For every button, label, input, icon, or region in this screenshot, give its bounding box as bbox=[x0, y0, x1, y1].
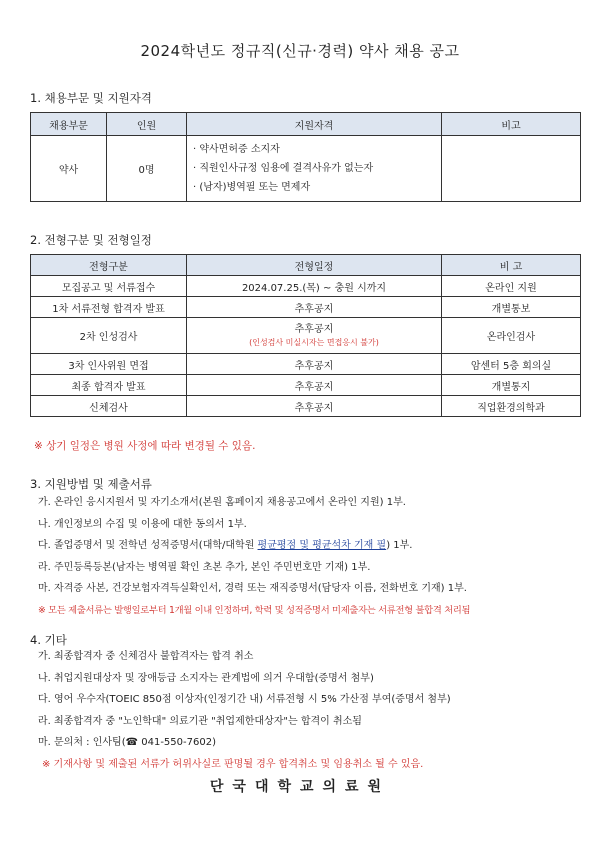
list-item: 라. 최종합격자 중 "노인학대" 의료기관 "취업제한대상자"는 합격이 취소됨 bbox=[38, 715, 362, 727]
cell-count: 0명 bbox=[107, 136, 187, 202]
schedule-table bbox=[30, 254, 581, 417]
list-item: 라. 주민등록등본(남자는 병역필 확인 초본 추가, 본인 주민번호만 기재) 1부. bbox=[38, 561, 371, 573]
other-note: ※ 기재사항 및 제출된 서류가 허위사실로 판명될 경우 합격취소 및 임용취소 될 수 있음. bbox=[42, 758, 424, 770]
remark-cell: 개별통지 bbox=[442, 375, 581, 396]
remark-cell: 암센터 5층 회의실 bbox=[442, 354, 581, 375]
cell-note bbox=[442, 136, 581, 202]
qualification-item: · 직원인사규정 임용에 결격사유가 없는자 bbox=[193, 163, 374, 174]
remark-cell: 직업환경의학과 bbox=[442, 396, 581, 417]
documents-note: ※ 모든 제출서류는 발행일로부터 1개월 이내 인정하며, 학력 및 성적증명서 미제출자는 서류전형 불합격 처리됨 bbox=[38, 604, 471, 616]
stage-cell: 신체검사 bbox=[31, 396, 187, 417]
list-item: 나. 취업지원대상자 및 장애등급 소지자는 관계법에 의거 우대함(증명서 첨부) bbox=[38, 672, 374, 684]
list-item: 마. 문의처 : 인사팀(☎ 041-550-7602) bbox=[38, 737, 216, 748]
header-schedule: 전형일정 bbox=[187, 255, 442, 276]
section2-heading: 2. 전형구분 및 전형일정 bbox=[30, 233, 152, 247]
list-item: 가. 최종합격자 중 신체검사 불합격자는 합격 취소 bbox=[38, 651, 254, 662]
header-stage: 전형구분 bbox=[31, 255, 187, 276]
cell-qualifications bbox=[187, 136, 442, 202]
list-item bbox=[38, 535, 470, 557]
stage-cell: 2차 인성검사 bbox=[31, 318, 187, 354]
schedule-cell bbox=[187, 318, 442, 354]
header-count: 인원 bbox=[107, 113, 187, 136]
section4-heading: 4. 기타 bbox=[30, 633, 67, 647]
schedule-cell: 추후공지 bbox=[187, 396, 442, 417]
list-item: 나. 개인정보의 수집 및 이용에 대한 동의서 1부. bbox=[38, 518, 247, 530]
qualification-item: · (남자)병역필 또는 면제자 bbox=[193, 182, 311, 193]
schedule-cell: 2024.07.25.(목) ~ 충원 시까지 bbox=[187, 276, 442, 297]
qualification-item: · 약사면허증 소지자 bbox=[193, 144, 280, 155]
page-title: 2024학년도 정규직(신규·경력) 약사 채용 공고 bbox=[140, 42, 460, 60]
list-item-text: ) 1부. bbox=[386, 540, 413, 551]
header-qualification: 지원자격 bbox=[187, 113, 442, 136]
documents-list bbox=[38, 492, 470, 621]
remark-cell: 온라인 지원 bbox=[442, 276, 581, 297]
cell-dept: 약사 bbox=[31, 136, 107, 202]
schedule-footnote: ※ 상기 일정은 병원 사정에 따라 변경될 수 있음. bbox=[34, 440, 256, 452]
stage-cell: 1차 서류전형 합격자 발표 bbox=[31, 297, 187, 318]
schedule-subnote: (인성검사 미실시자는 면접응시 불가) bbox=[249, 337, 379, 347]
schedule-cell: 추후공지 bbox=[187, 354, 442, 375]
other-list bbox=[38, 646, 451, 775]
list-item: 다. 영어 우수자(TOEIC 850점 이상자(인정기간 내) 서류전형 시 5% 가산점 부여(증명서 첨부) bbox=[38, 694, 451, 705]
stage-cell: 모집공고 및 서류접수 bbox=[31, 276, 187, 297]
recruitment-table bbox=[30, 112, 581, 202]
section1-heading: 1. 채용부문 및 지원자격 bbox=[30, 91, 152, 105]
header-note: 비고 bbox=[442, 113, 581, 136]
schedule-cell: 추후공지 bbox=[187, 297, 442, 318]
list-item: 마. 자격증 사본, 건강보험자격득실확인서, 경력 또는 재직증명서(담당자 이름, 전화번호 기재) 1부. bbox=[38, 583, 467, 594]
stage-cell: 3차 인사위원 면접 bbox=[31, 354, 187, 375]
header-dept: 채용부문 bbox=[31, 113, 107, 136]
schedule-cell: 추후공지 bbox=[187, 375, 442, 396]
list-item-text: 다. 졸업증명서 및 전학년 성적증명서(대학/대학원 bbox=[38, 540, 258, 551]
remark-cell: 온라인검사 bbox=[442, 318, 581, 354]
section3-heading: 3. 지원방법 및 제출서류 bbox=[30, 477, 152, 491]
stage-cell: 최종 합격자 발표 bbox=[31, 375, 187, 396]
schedule-text: 추후공지 bbox=[294, 323, 334, 335]
list-item-emphasis: 평균평점 및 평균석차 기재 필 bbox=[257, 540, 387, 551]
header-remark: 비 고 bbox=[442, 255, 581, 276]
remark-cell: 개별통보 bbox=[442, 297, 581, 318]
list-item: 가. 온라인 응시지원서 및 자기소개서(본원 홈페이지 채용공고에서 온라인 지원) 1부. bbox=[38, 497, 406, 508]
hospital-name: 단국대학교의료원 bbox=[209, 779, 391, 795]
